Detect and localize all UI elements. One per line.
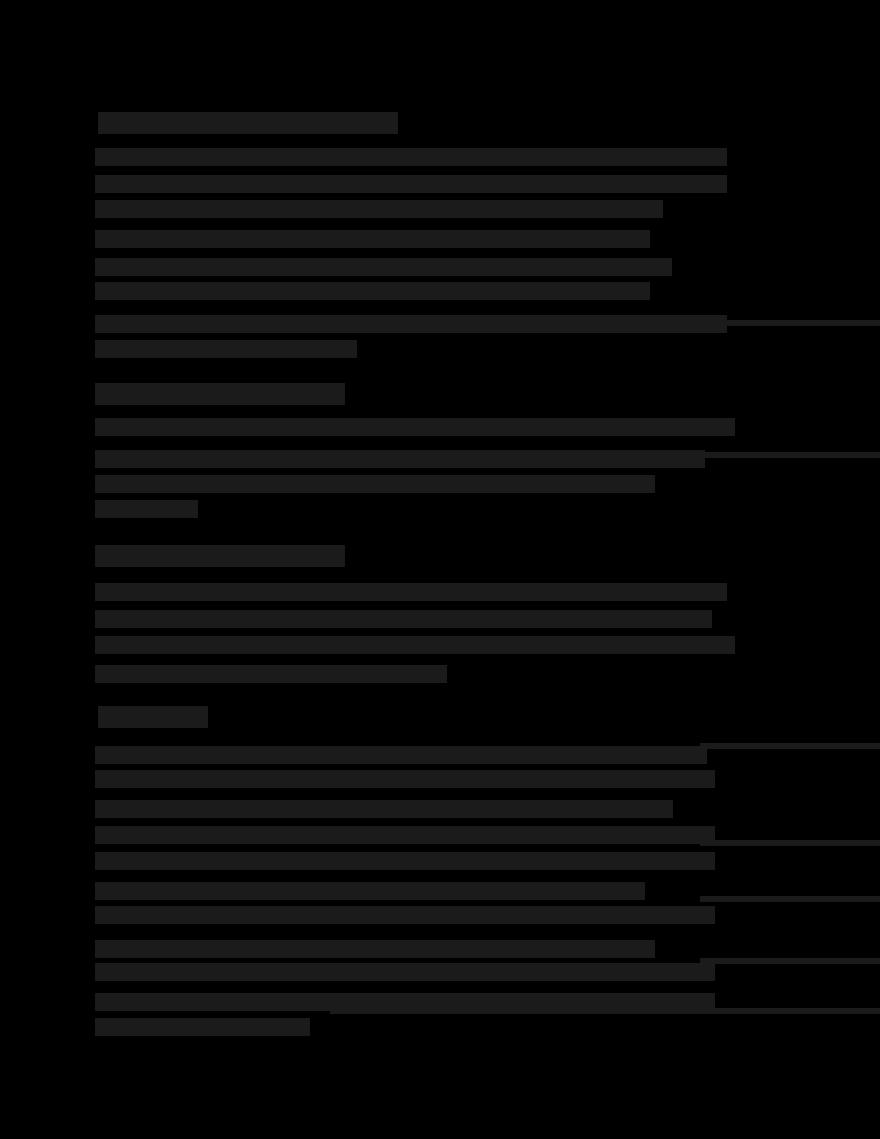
section-heading — [95, 383, 345, 405]
text-line — [95, 940, 655, 958]
text-line — [95, 636, 735, 654]
text-line — [95, 450, 705, 468]
horizontal-rule — [700, 840, 880, 846]
text-line — [95, 826, 715, 844]
horizontal-rule — [700, 896, 880, 902]
text-line — [95, 1018, 310, 1036]
horizontal-rule — [700, 320, 880, 326]
text-line — [95, 665, 447, 683]
text-line — [95, 475, 655, 493]
text-line — [95, 340, 357, 358]
text-line — [95, 282, 650, 300]
horizontal-rule — [330, 1008, 880, 1014]
text-line — [95, 610, 712, 628]
text-line — [95, 230, 650, 248]
text-line — [95, 500, 198, 518]
text-line — [95, 148, 727, 166]
text-line — [95, 963, 715, 981]
text-line — [95, 175, 727, 193]
horizontal-rule — [700, 958, 880, 964]
section-heading — [98, 112, 398, 134]
text-line — [95, 315, 727, 333]
text-line — [95, 770, 715, 788]
text-line — [95, 418, 735, 436]
text-line — [95, 258, 672, 276]
section-heading — [98, 706, 208, 728]
text-line — [95, 800, 673, 818]
text-line — [95, 583, 727, 601]
text-line — [95, 852, 715, 870]
text-line — [95, 200, 663, 218]
horizontal-rule — [700, 743, 880, 749]
section-heading — [95, 545, 345, 567]
text-line — [95, 906, 715, 924]
text-line — [95, 882, 645, 900]
horizontal-rule — [700, 452, 880, 458]
text-line — [95, 746, 707, 764]
